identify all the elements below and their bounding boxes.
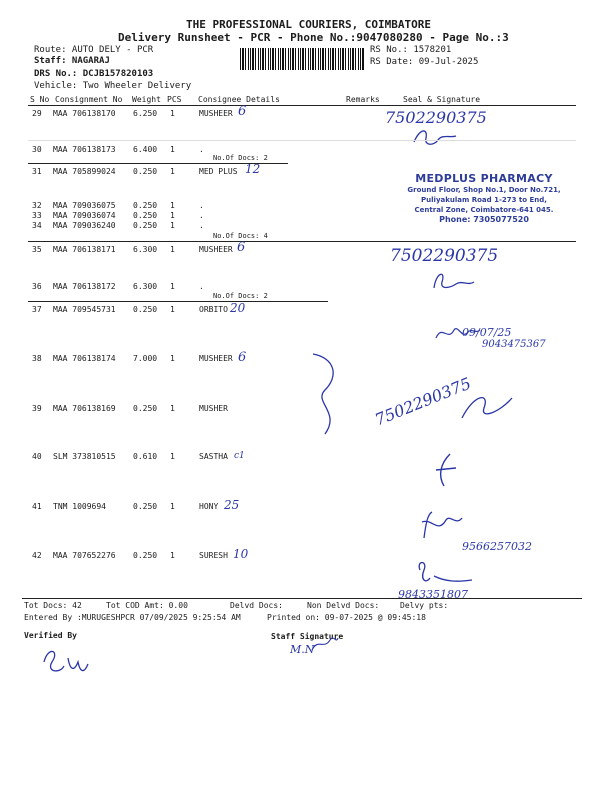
row-37-weight: 0.250 — [133, 305, 158, 314]
row-29-consignee: MUSHEER — [199, 109, 233, 118]
row-31-handnote: 12 — [245, 162, 261, 176]
row-33-weight: 0.250 — [133, 211, 158, 220]
row-41-signature — [418, 508, 464, 542]
row-41-weight: 0.250 — [133, 502, 158, 511]
row-35-consignment: MAA 706138171 — [53, 245, 116, 254]
row-39-pcs: 1 — [170, 404, 175, 413]
row-38-handnote: 6 — [238, 350, 247, 365]
row-34-consignee: . — [199, 221, 204, 230]
row-38-consignment: MAA 706138174 — [53, 354, 116, 363]
staff-signature-label: Staff Signature — [271, 632, 344, 641]
entered-by: Entered By :MURUGESHPCR 07/09/2025 9:25:54 AM — [24, 613, 241, 622]
row-37-handwritten-phone: 9043475367 — [482, 339, 546, 350]
verified-by-label: Verified By — [24, 631, 77, 640]
row-39-consignee: MUSHER — [199, 404, 228, 413]
row-34-pcs: 1 — [170, 221, 175, 230]
medplus-pharmacy-stamp — [398, 172, 570, 238]
row-40-pcs: 1 — [170, 452, 175, 461]
company-title: THE PROFESSIONAL COURIERS, COIMBATORE — [186, 18, 432, 31]
row-38-bracket-mark — [305, 350, 345, 440]
row-31-consignee: MED PLUS — [199, 167, 238, 176]
row-36-weight: 6.300 — [133, 282, 158, 291]
row-33-consignee: . — [199, 211, 204, 220]
row-30-pcs: 1 — [170, 145, 175, 154]
row-33-consignment: MAA 709036074 — [53, 211, 116, 220]
row-41-consignment: TNM 1009694 — [53, 502, 106, 511]
row-37-handwritten-date: 09/07/25 — [462, 326, 512, 339]
vehicle-label: Vehicle: Two Wheeler Delivery — [34, 81, 192, 91]
row-36-pcs: 1 — [170, 282, 175, 291]
total-docs: Tot Docs: 42 — [24, 601, 82, 610]
row-42-sno: 42 — [32, 551, 42, 560]
row-39-weight: 0.250 — [133, 404, 158, 413]
runsheet-subtitle: Delivery Runsheet - PCR - Phone No.:9047080280 - Page No.:3 — [118, 31, 509, 44]
stamp-phone: Phone: 7305077520 — [439, 215, 529, 224]
rs-date: RS Date: 09-Jul-2025 — [370, 57, 479, 67]
row-32-pcs: 1 — [170, 201, 175, 210]
row-33-pcs: 1 — [170, 211, 175, 220]
col-sno: S No — [30, 95, 50, 104]
row-38-sno: 38 — [32, 354, 42, 363]
row-30-docs: No.Of Docs: 2 — [213, 154, 268, 162]
row-35-sno: 35 — [32, 245, 42, 254]
row-40-consignment: SLM 373810515 — [53, 452, 116, 461]
row-35-weight: 6.300 — [133, 245, 158, 254]
row-29-pcs: 1 — [170, 109, 175, 118]
row-33-sno: 33 — [32, 211, 42, 220]
row-41-handwritten-phone: 9566257032 — [462, 540, 532, 553]
row-37-pcs: 1 — [170, 305, 175, 314]
staff-signature-mark: M.N — [290, 643, 315, 656]
row-35-pcs: 1 — [170, 245, 175, 254]
row-35-consignee: MUSHEER — [199, 245, 233, 254]
col-consignee: Consignee Details — [198, 95, 280, 104]
footer-rule — [22, 598, 582, 599]
row-41-consignee: HONY — [199, 502, 219, 511]
row-42-handwritten-phone: 9843351807 — [398, 588, 468, 601]
row-30-weight: 6.400 — [133, 145, 158, 154]
row-35-signature — [428, 268, 476, 294]
row-32-sno: 32 — [32, 201, 42, 210]
row-29-weight: 6.250 — [133, 109, 158, 118]
row-40-signature — [430, 452, 460, 488]
row-37-handnote: 20 — [230, 301, 246, 315]
verifier-signature — [38, 644, 92, 680]
row-42-weight: 0.250 — [133, 551, 158, 560]
row-29-handwritten-phone: 7502290375 — [385, 108, 487, 127]
row-42-consignee: SURESH — [199, 551, 228, 560]
row-39-consignment: MAA 706138169 — [53, 404, 116, 413]
drs-number: DRS No.: DCJB157820103 — [34, 69, 154, 79]
row-37-consignee: ORBITO — [199, 305, 228, 314]
row-30-consignment: MAA 706138173 — [53, 145, 116, 154]
delivered-docs: Delvd Docs: — [230, 601, 283, 610]
row-34-docs: No.Of Docs: 4 — [213, 232, 268, 240]
col-weight: Weight — [132, 95, 161, 104]
row-40-handnote: c1 — [234, 451, 245, 461]
non-delivered-docs: Non Delvd Docs: — [307, 601, 380, 610]
row-42-pcs: 1 — [170, 551, 175, 560]
row-29-divider — [28, 140, 576, 141]
row-31-pcs: 1 — [170, 167, 175, 176]
row-39-sno: 39 — [32, 404, 42, 413]
row-35-handwritten-phone: 7502290375 — [390, 246, 499, 266]
stamp-line-1: Ground Floor, Shop No.1, Door No.721, — [407, 186, 561, 194]
row-31-consignment: MAA 705899024 — [53, 167, 116, 176]
row-31-weight: 0.250 — [133, 167, 158, 176]
route-label: Route: AUTO DELY - PCR — [34, 45, 154, 55]
col-pcs: PCS — [167, 95, 182, 104]
row-38-handwritten-phone: 7502290375 — [372, 373, 474, 430]
row-32-consignee: . — [199, 201, 204, 210]
row-29-consignment: MAA 706138170 — [53, 109, 116, 118]
staff-signature-flourish — [310, 634, 340, 654]
row-35-handnote: 6 — [237, 240, 246, 255]
row-34-consignment: MAA 709036240 — [53, 221, 116, 230]
row-34-divider — [28, 241, 576, 242]
row-34-sno: 34 — [32, 221, 42, 230]
row-41-handnote: 25 — [224, 498, 240, 512]
row-42-consignment: MAA 707652276 — [53, 551, 116, 560]
row-36-docs: No.Of Docs: 2 — [213, 292, 268, 300]
row-32-consignment: MAA 709036075 — [53, 201, 116, 210]
row-30-consignee: . — [199, 145, 204, 154]
row-30-sno: 30 — [32, 145, 42, 154]
stamp-line-2: Puliyakulam Road 1-273 to End, — [421, 196, 547, 204]
row-38-pcs: 1 — [170, 354, 175, 363]
row-41-sno: 41 — [32, 502, 42, 511]
row-36-consignment: MAA 706138172 — [53, 282, 116, 291]
delivery-points: Delvy pts: — [400, 601, 449, 610]
row-41-pcs: 1 — [170, 502, 175, 511]
row-38-signature — [456, 390, 516, 424]
row-42-handnote: 10 — [233, 547, 249, 561]
stamp-name: MEDPLUS PHARMACY — [415, 172, 553, 185]
row-40-weight: 0.610 — [133, 452, 158, 461]
rs-number: RS No.: 1578201 — [370, 45, 452, 55]
row-40-consignee: SASTHA — [199, 452, 228, 461]
staff-label: Staff: NAGARAJ — [34, 56, 110, 66]
col-remarks: Remarks — [346, 95, 380, 104]
stamp-line-3: Central Zone, Coimbatore-641 045. — [414, 206, 554, 214]
total-cod-amount: Tot COD Amt: 0.00 — [106, 601, 188, 610]
row-36-sno: 36 — [32, 282, 42, 291]
row-40-sno: 40 — [32, 452, 42, 461]
row-38-weight: 7.000 — [133, 354, 158, 363]
col-consignment: Consignment No — [55, 95, 123, 104]
row-36-consignee: . — [199, 282, 204, 291]
row-29-handnote: 6 — [238, 104, 247, 119]
row-37-sno: 37 — [32, 305, 42, 314]
printed-on: Printed on: 09-07-2025 @ 09:45:18 — [267, 613, 426, 622]
row-32-weight: 0.250 — [133, 201, 158, 210]
header-rule — [28, 105, 576, 106]
drs-barcode — [240, 48, 365, 70]
row-31-sno: 31 — [32, 167, 42, 176]
row-29-sno: 29 — [32, 109, 42, 118]
row-29-signature — [410, 124, 460, 150]
row-34-weight: 0.250 — [133, 221, 158, 230]
col-seal-signature: Seal & Signature — [403, 95, 481, 104]
row-37-consignment: MAA 709545731 — [53, 305, 116, 314]
row-42-signature — [412, 558, 476, 586]
row-36-divider — [28, 301, 328, 302]
row-38-consignee: MUSHEER — [199, 354, 233, 363]
